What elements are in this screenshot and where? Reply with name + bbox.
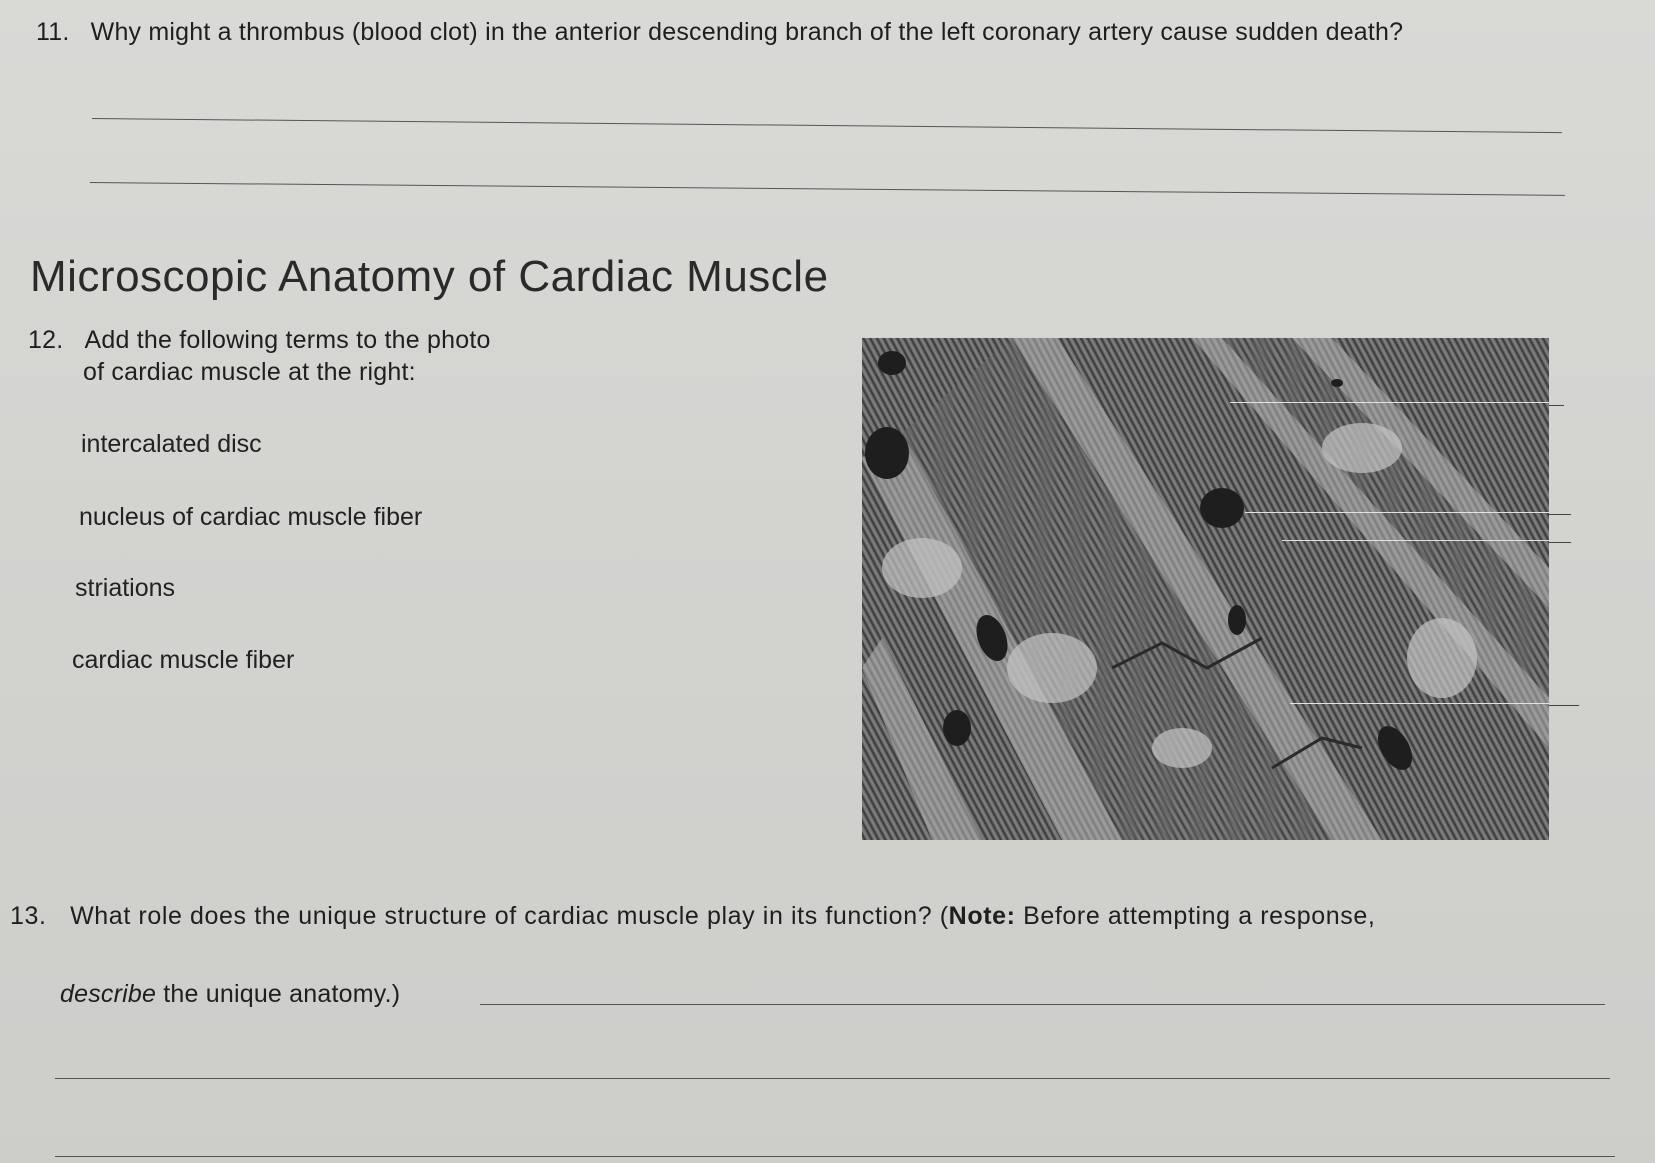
question-13-text-rest: Before attempting a response,	[1015, 902, 1376, 930]
question-13-note-label: Note:	[948, 902, 1016, 930]
question-13	[10, 902, 1375, 931]
term-cardiac-muscle-fiber: cardiac muscle fiber	[72, 646, 295, 674]
answer-line-11a[interactable]	[92, 118, 1562, 133]
leader-line-3	[1282, 540, 1549, 541]
question-13-text: What role does the unique structure of cardiac muscle play in its function? (	[70, 902, 949, 930]
question-12-line2: of cardiac muscle at the right:	[83, 358, 416, 386]
question-11-number: 11.	[36, 18, 70, 46]
answer-line-13a[interactable]	[480, 1004, 1605, 1005]
cardiac-muscle-micrograph	[862, 338, 1549, 840]
label-line-1[interactable]	[1549, 405, 1564, 406]
leader-line-2	[1245, 512, 1549, 513]
section-title: Microscopic Anatomy of Cardiac Muscle	[30, 252, 829, 301]
question-13-number: 13.	[10, 902, 47, 930]
answer-line-11b[interactable]	[90, 182, 1565, 196]
answer-line-13c[interactable]	[55, 1156, 1615, 1157]
micrograph-image	[862, 338, 1549, 840]
question-12-line1: Add the following terms to the photo	[84, 326, 491, 354]
question-13-describe: describe	[60, 980, 157, 1008]
term-nucleus: nucleus of cardiac muscle fiber	[79, 503, 423, 531]
label-line-3[interactable]	[1549, 542, 1571, 543]
term-striations: striations	[75, 574, 176, 602]
question-13-line2	[60, 980, 400, 1009]
question-11-text: Why might a thrombus (blood clot) in the anterior descending branch of the left coronary artery cause sudden death?	[90, 18, 1404, 46]
question-13-line2-rest: the unique anatomy.)	[156, 980, 401, 1008]
leader-line-1	[1230, 402, 1549, 403]
question-12	[28, 326, 491, 355]
question-11	[36, 18, 1403, 47]
answer-line-13b[interactable]	[55, 1078, 1610, 1079]
label-line-4[interactable]	[1549, 705, 1579, 706]
question-12-number: 12.	[28, 326, 64, 354]
label-line-2[interactable]	[1549, 514, 1571, 515]
leader-line-4	[1290, 703, 1549, 704]
term-intercalated-disc: intercalated disc	[81, 430, 262, 458]
